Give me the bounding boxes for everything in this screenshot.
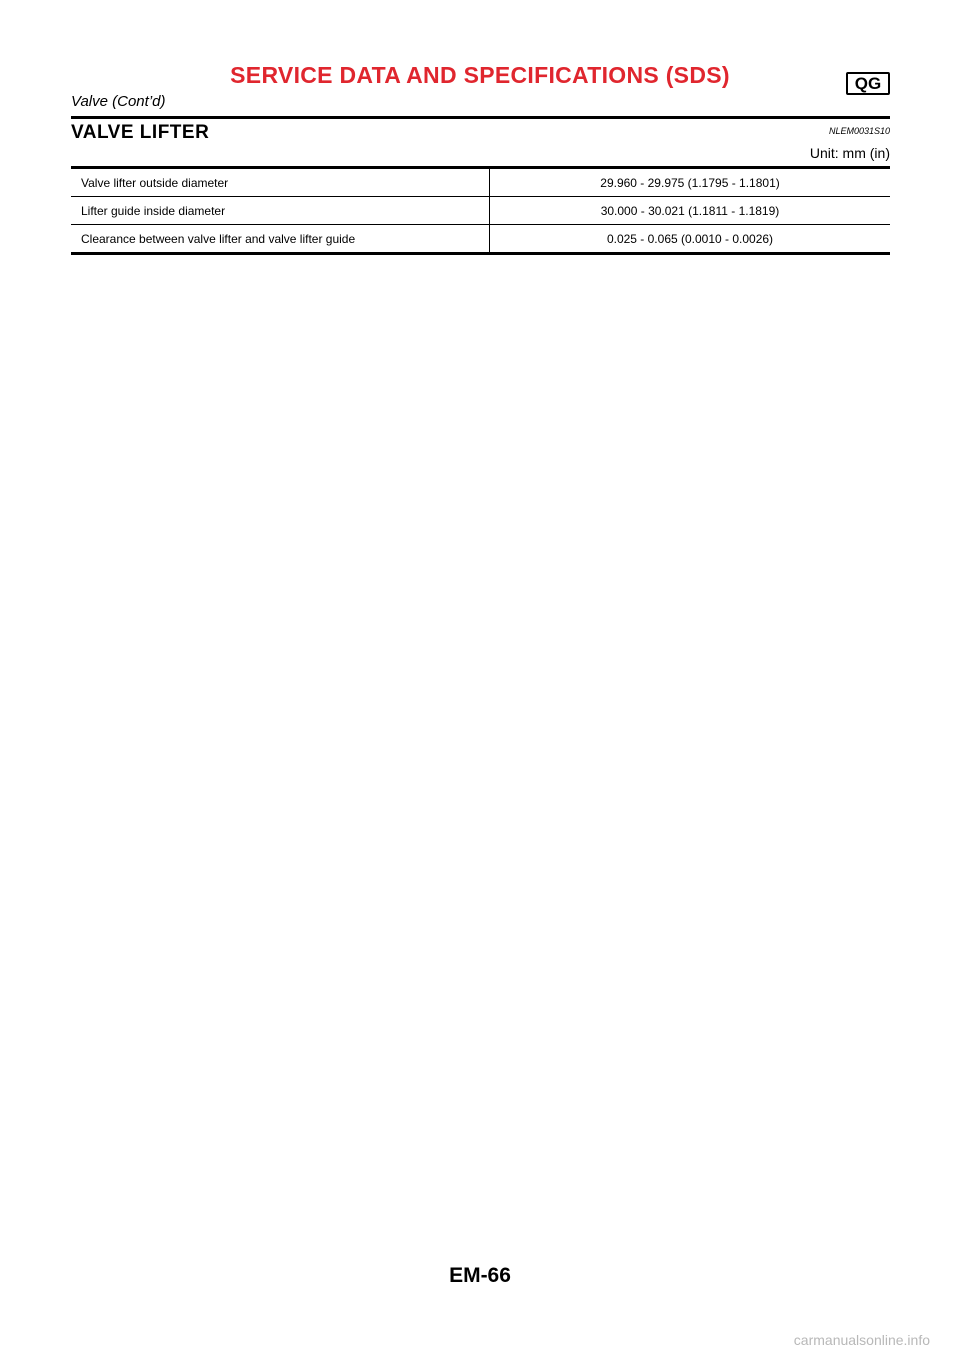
watermark: carmanualsonline.info: [793, 1332, 930, 1348]
engine-code-badge: QG: [846, 72, 890, 95]
header-divider: [71, 116, 890, 119]
section-title: VALVE LIFTER: [71, 122, 210, 143]
spec-item-cell: Lifter guide inside diameter: [71, 197, 490, 225]
page-header-title: SERVICE DATA AND SPECIFICATIONS (SDS): [230, 62, 730, 88]
spec-value-cell: 0.025 - 0.065 (0.0010 - 0.0026): [606, 231, 774, 246]
page-header-subtitle: Valve (Cont’d): [71, 93, 166, 110]
table-row: [71, 168, 890, 197]
table-row: [71, 225, 890, 254]
valve-lifter-spec-table: [71, 166, 890, 255]
table-row: [71, 197, 890, 225]
spec-item-cell: Valve lifter outside diameter: [71, 168, 490, 197]
section-reference-code: NLEM0031S10: [828, 126, 890, 136]
page-number: EM-66: [449, 1264, 511, 1287]
spec-value-cell: 30.000 - 30.021 (1.1811 - 1.1819): [490, 197, 891, 225]
unit-label: Unit: mm (in): [809, 145, 890, 161]
spec-item-cell: Clearance between valve lifter and valve lifter guide: [71, 225, 490, 254]
spec-value-cell: 29.960 - 29.975 (1.1795 - 1.1801): [490, 168, 891, 197]
